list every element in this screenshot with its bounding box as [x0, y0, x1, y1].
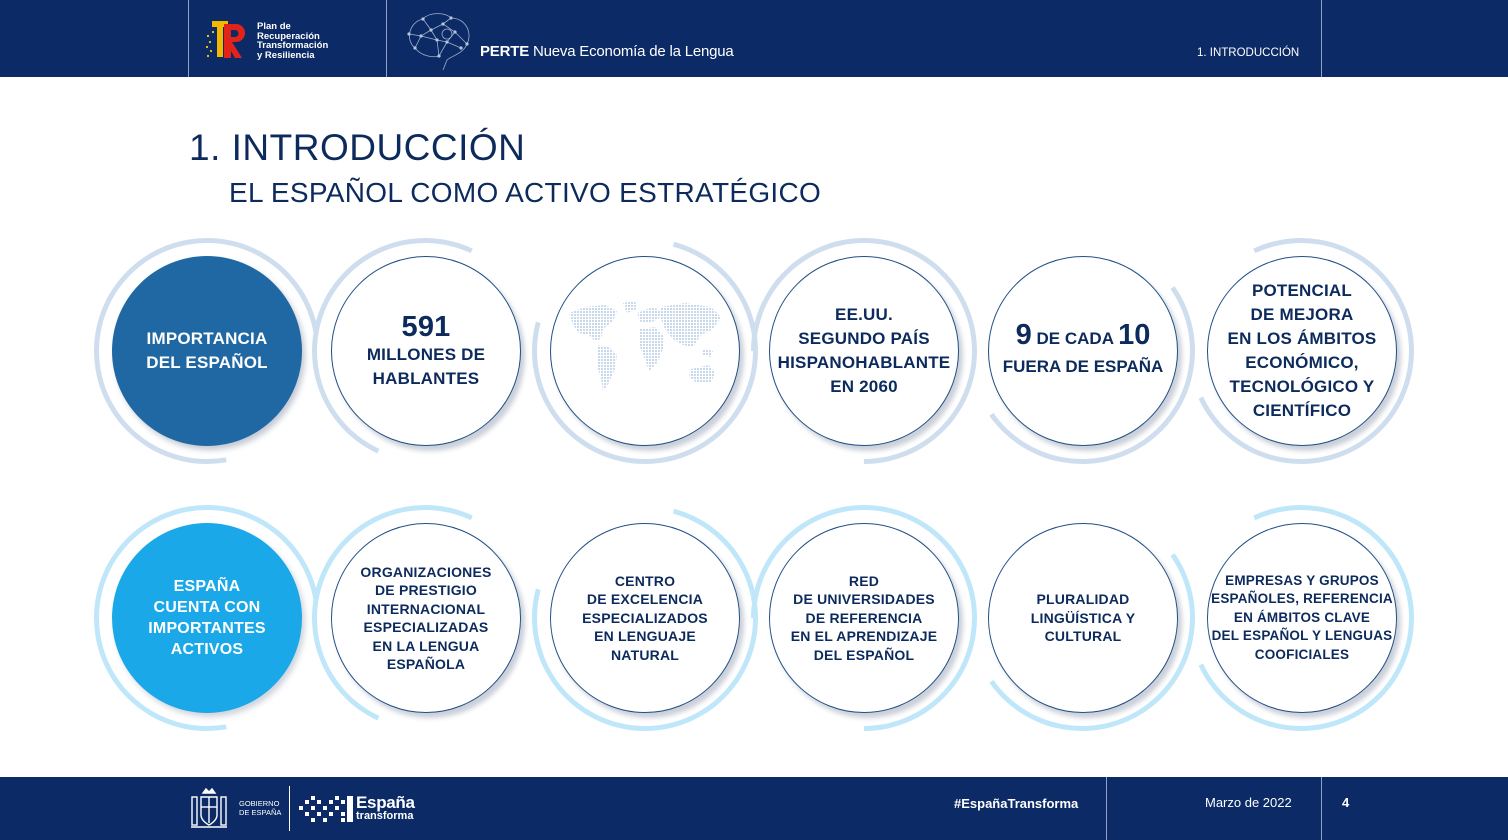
espana-transforma-logo-big: España	[356, 793, 415, 812]
royal-crest-icon	[189, 787, 229, 831]
speakers-text: MILLONES DE HABLANTES	[366, 345, 486, 388]
circle-speakers	[331, 256, 521, 446]
circle-world-map	[550, 256, 740, 446]
perte-title-rest: Nueva Economía de la Lengua	[529, 43, 734, 60]
universities-text: RED DE UNIVERSIDADES DE REFERENCIA EN EL APRENDIZAJE DEL ESPAÑOL	[790, 572, 938, 663]
footer-separator	[289, 786, 290, 831]
world-map-icon	[565, 299, 727, 405]
importance-text: IMPORTANCIA DEL ESPAÑOL	[146, 329, 268, 372]
hashtag: #EspañaTransforma	[954, 796, 1079, 811]
speakers-block	[367, 311, 485, 391]
perte-title-bold: PERTE	[480, 43, 530, 60]
circle-importance	[112, 256, 302, 446]
header-divider	[386, 0, 387, 77]
circle-nine-of-ten	[988, 256, 1178, 446]
speakers-number: 591	[401, 311, 451, 343]
plurality-text: PLURALIDAD LINGÜÍSTICA Y CULTURAL	[1030, 591, 1136, 645]
potential-text: POTENCIAL DE MEJORA EN LOS ÁMBITOS ECONÓMICO, TECNOLÓGICO Y CIENTÍFICO	[1227, 281, 1377, 420]
circle-companies	[1207, 523, 1397, 713]
circle-assets	[112, 523, 302, 713]
footer-date: Marzo de 2022	[1205, 795, 1292, 810]
footer-divider	[1321, 777, 1322, 840]
circle-usa	[769, 256, 959, 446]
usa-text: EE.UU. SEGUNDO PAÍS HISPANOHABLANTE EN 2060	[777, 305, 951, 396]
perte-title	[480, 43, 734, 60]
prtr-logo-text: Plan de Recuperación Transformación y Resiliencia	[257, 21, 329, 61]
ten-number: 10	[1118, 319, 1151, 351]
espana-transforma-logo-small: transforma	[356, 810, 414, 822]
excellence-text: CENTRO DE EXCELENCIA ESPECIALIZADOS EN LENGUAJE NATURAL	[582, 572, 708, 663]
nine-number: 9	[1015, 319, 1032, 351]
circle-universities	[769, 523, 959, 713]
companies-text: EMPRESAS Y GRUPOS ESPAÑOLES, REFERENCIA EN ÁMBITOS CLAVE DEL ESPAÑOL Y LENGUAS COOFICIALES	[1211, 572, 1393, 662]
page-subtitle: EL ESPAÑOL COMO ACTIVO ESTRATÉGICO	[229, 177, 822, 208]
footer-bar	[0, 777, 1508, 840]
header-divider	[1321, 0, 1322, 77]
gobierno-text: GOBIERNO DE ESPAÑA	[239, 799, 282, 817]
page-title: 1. INTRODUCCIÓN	[189, 127, 526, 168]
circle-potential	[1207, 256, 1397, 446]
nine-text: FUERA DE ESPAÑA	[1002, 357, 1164, 376]
circle-organizations	[331, 523, 521, 713]
assets-text: ESPAÑA CUENTA CON IMPORTANTES ACTIVOS	[148, 578, 266, 658]
organizations-text: ORGANIZACIONES DE PRESTIGIO INTERNACIONAL ESPECIALIZADAS EN LA LENGUA ESPAÑOLA	[360, 563, 492, 672]
top-header-bar	[0, 0, 1508, 77]
prtr-logo	[204, 18, 354, 62]
header-divider	[188, 0, 189, 77]
brain-network-icon	[403, 10, 475, 72]
nine-block	[1003, 321, 1164, 381]
footer-divider	[1106, 777, 1107, 840]
page-number: 4	[1342, 795, 1350, 810]
nine-mid-text: DE CADA	[1031, 329, 1119, 348]
section-tag: 1. INTRODUCCIÓN	[1197, 47, 1300, 59]
circle-excellence	[550, 523, 740, 713]
circle-plurality	[988, 523, 1178, 713]
prtr-logo-icon	[204, 18, 250, 62]
pixel-mosaic-icon	[299, 796, 354, 822]
